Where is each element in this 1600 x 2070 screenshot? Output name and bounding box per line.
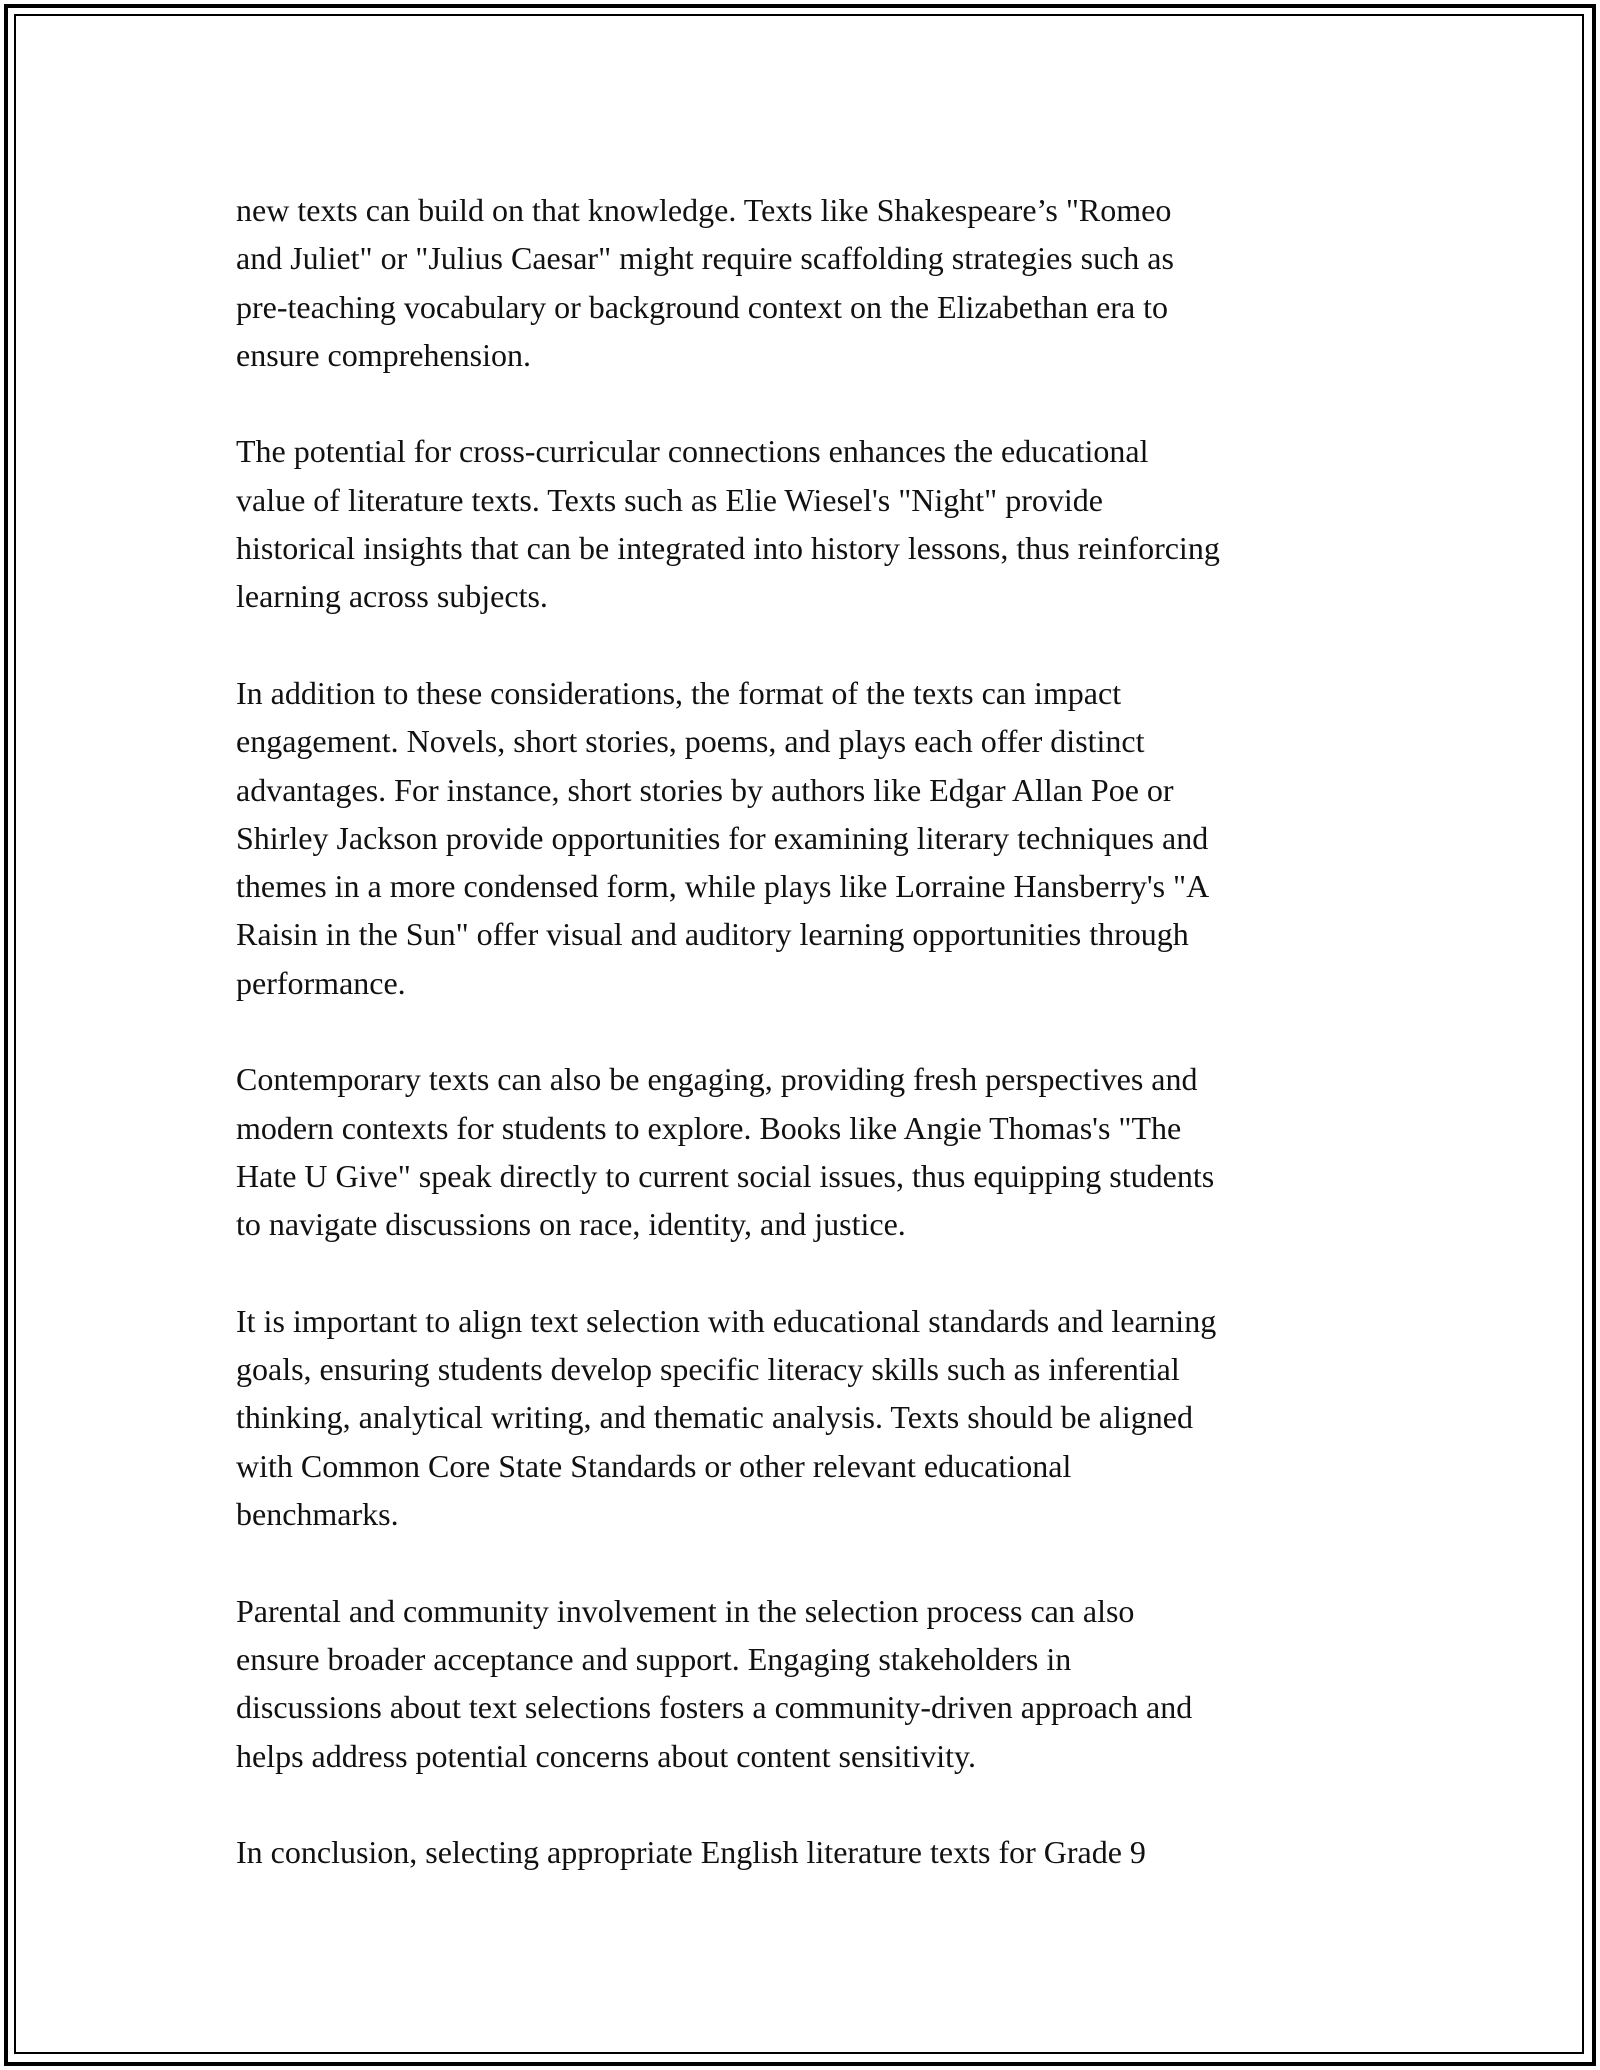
document-body xyxy=(236,186,1376,1925)
text-line: advantages. For instance, short stories by authors like Edgar Allan Poe or xyxy=(236,771,1174,808)
text-line: historical insights that can be integrated into history lessons, thus reinforcing xyxy=(236,530,1220,567)
text-line: new texts can build on that knowledge. Texts like Shakespeare’s "Romeo xyxy=(236,192,1172,228)
paragraph-conclusion xyxy=(236,1828,1376,1876)
text-line: It is important to align text selection with educational standards and learning xyxy=(236,1302,1217,1339)
text-line: Contemporary texts can also be engaging, providing fresh perspectives and xyxy=(236,1061,1198,1098)
text-line: In conclusion, selecting appropriate English literature texts for Grade 9 xyxy=(236,1834,1146,1871)
text-line: to navigate discussions on race, identity, and justice. xyxy=(236,1206,906,1243)
text-line: performance. xyxy=(236,964,406,1001)
text-line: Hate U Give" speak directly to current social issues, thus equipping students xyxy=(236,1157,1215,1194)
text-line: thinking, analytical writing, and thematic analysis. Texts should be aligned xyxy=(236,1399,1193,1436)
paragraph-scaffolding xyxy=(236,186,1376,379)
text-line: goals, ensuring students develop specific literacy skills such as inferential xyxy=(236,1351,1180,1388)
text-line: pre-teaching vocabulary or background context on the Elizabethan era to xyxy=(236,288,1169,325)
text-line: with Common Core State Standards or other relevant educational xyxy=(236,1447,1072,1484)
paragraph-cross-curricular xyxy=(236,427,1376,620)
text-line: benchmarks. xyxy=(236,1496,399,1533)
text-line: and Juliet" or "Julius Caesar" might require scaffolding strategies such as xyxy=(236,240,1174,277)
text-line: The potential for cross-curricular connections enhances the educational xyxy=(236,433,1149,470)
paragraph-contemporary-texts xyxy=(236,1055,1376,1248)
paragraph-educational-standards xyxy=(236,1297,1376,1538)
paragraph-community-involvement xyxy=(236,1587,1376,1780)
text-line: modern contexts for students to explore. Books like Angie Thomas's "The xyxy=(236,1109,1182,1146)
text-line: value of literature texts. Texts such as Elie Wiesel's "Night" provide xyxy=(236,481,1103,518)
text-line: Shirley Jackson provide opportunities for examining literary techniques and xyxy=(236,819,1209,856)
text-line: In addition to these considerations, the format of the texts can impact xyxy=(236,674,1122,711)
text-line: learning across subjects. xyxy=(236,578,548,615)
paragraph-text-formats xyxy=(236,669,1376,1007)
text-line: ensure broader acceptance and support. Engaging stakeholders in xyxy=(236,1640,1072,1677)
text-line: Raisin in the Sun" offer visual and auditory learning opportunities through xyxy=(236,916,1189,953)
text-line: ensure comprehension. xyxy=(236,336,532,373)
text-line: helps address potential concerns about content sensitivity. xyxy=(236,1737,976,1774)
text-line: engagement. Novels, short stories, poems, and plays each offer distinct xyxy=(236,723,1145,760)
text-line: themes in a more condensed form, while plays like Lorraine Hansberry's "A xyxy=(236,868,1210,905)
text-line: discussions about text selections fosters a community-driven approach and xyxy=(236,1689,1193,1726)
text-line: Parental and community involvement in the selection process can also xyxy=(236,1592,1135,1629)
